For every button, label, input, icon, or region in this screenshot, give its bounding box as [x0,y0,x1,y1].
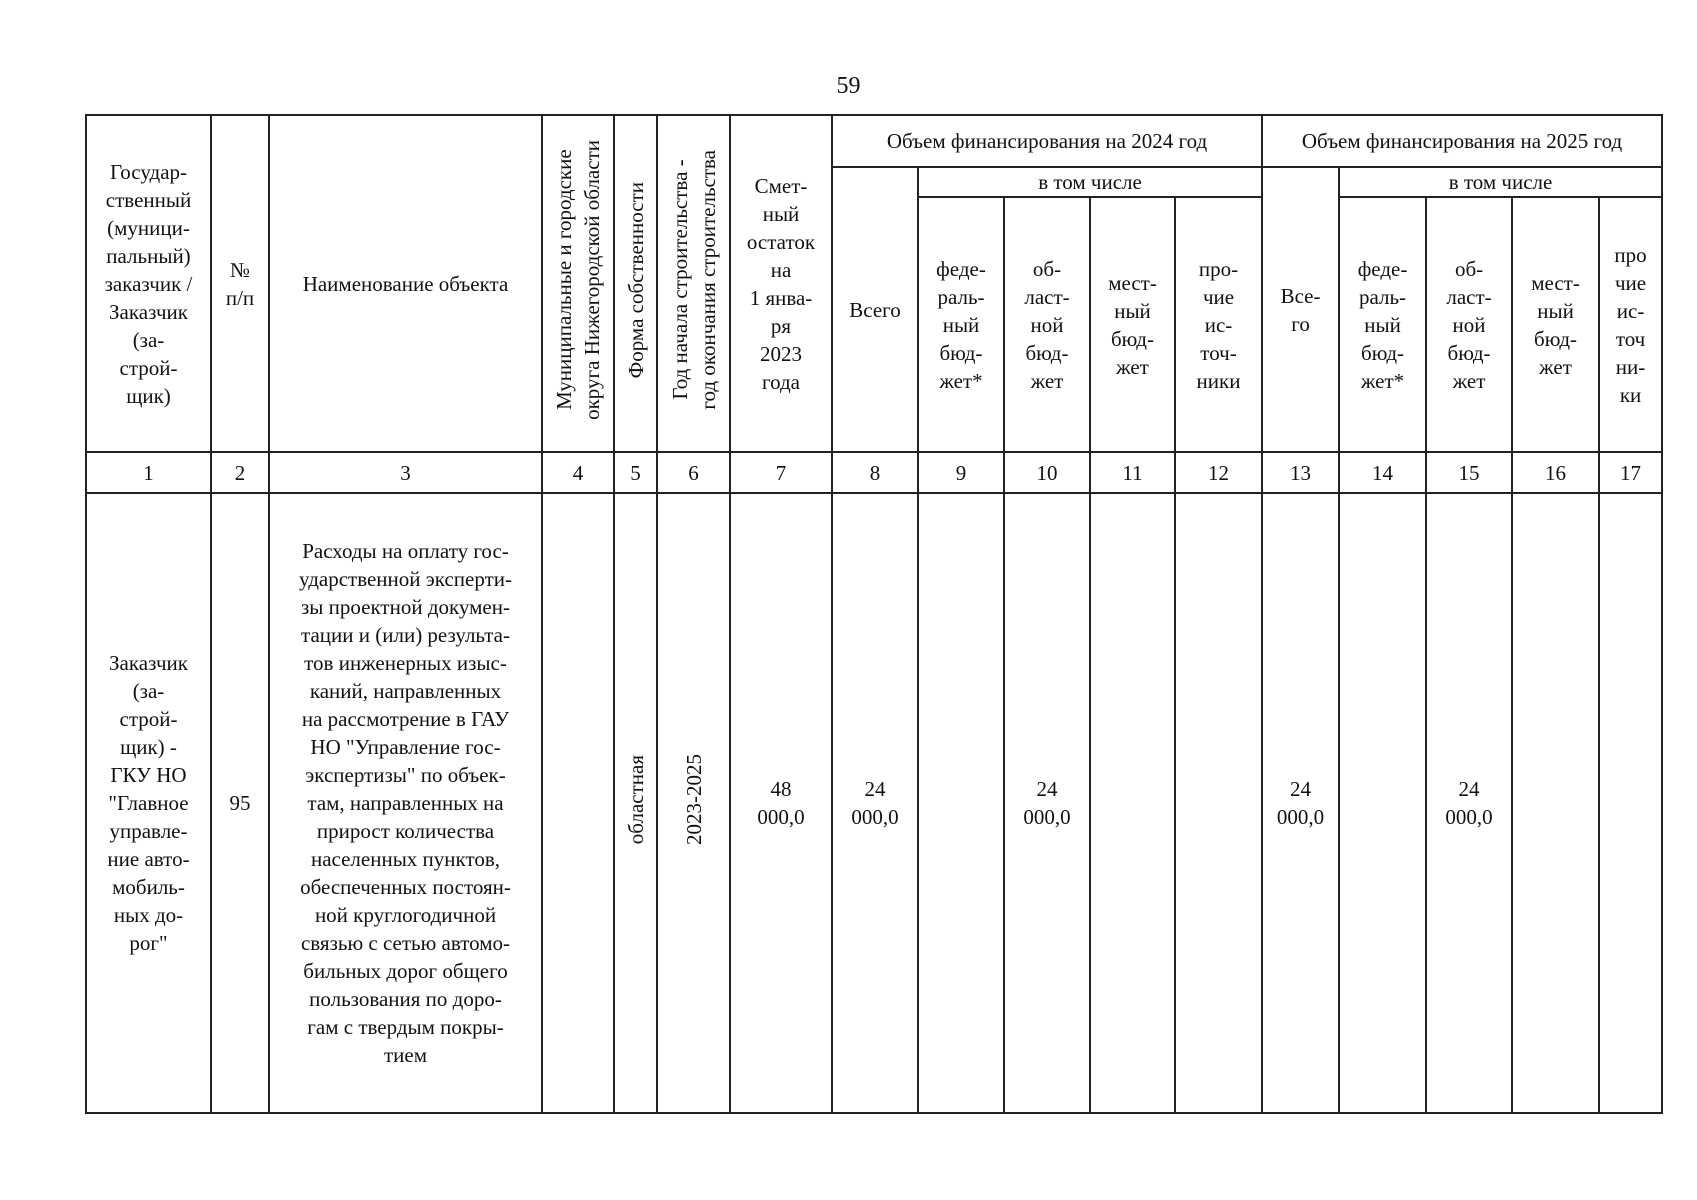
column-number: 11 [1090,452,1175,493]
cell-years-text: 2023-2025 [681,754,706,845]
column-number: 3 [269,452,542,493]
cell-local-2024 [1090,493,1175,1113]
column-number: 9 [918,452,1004,493]
header-municipality-text: Муниципальные и городские округа Нижегородской области [552,140,604,420]
column-number: 17 [1599,452,1662,493]
header-ownership [614,115,657,452]
financing-table [85,114,1663,1114]
cell-total-2025: 24 000,0 [1262,493,1339,1113]
cell-ownership [614,493,657,1113]
header-customer: Государ- ственный (муници- пальный) заказчик / Заказчик (за- строй- щик) [86,115,211,452]
header-total-2025: Все- го [1262,167,1339,452]
cell-ownership-text: областная [623,754,648,845]
header-regional-2024: об- ласт- ной бюд- жет [1004,197,1090,452]
header-years [657,115,730,452]
column-number: 2 [211,452,269,493]
cell-years [657,493,730,1113]
cell-federal-2025 [1339,493,1426,1113]
cell-other-2025 [1599,493,1662,1113]
header-regional-2025: об- ласт- ной бюд- жет [1426,197,1512,452]
cell-local-2025 [1512,493,1599,1113]
column-number: 10 [1004,452,1090,493]
column-number: 16 [1512,452,1599,493]
header-number: № п/п [211,115,269,452]
column-number: 1 [86,452,211,493]
column-number: 7 [730,452,832,493]
table-row [86,493,1662,1113]
page-number: 59 [836,73,861,99]
column-number: 13 [1262,452,1339,493]
column-number: 5 [614,452,657,493]
header-total-2024: Всего [832,167,918,452]
cell-regional-2025: 24 000,0 [1426,493,1512,1113]
cell-customer: Заказчик (за- строй- щик) - ГКУ НО "Главное управле- ние авто- мобиль- ных до- рог" [86,493,211,1113]
column-number: 12 [1175,452,1262,493]
header-object-name: Наименование объекта [269,115,542,452]
cell-regional-2024: 24 000,0 [1004,493,1090,1113]
header-local-2025: мест- ный бюд- жет [1512,197,1599,452]
column-number: 8 [832,452,918,493]
column-number: 14 [1339,452,1426,493]
cell-total-2024: 24 000,0 [832,493,918,1113]
header-local-2024: мест- ный бюд- жет [1090,197,1175,452]
header-years-text: Год начала строительства - год окончания строительства [667,150,720,410]
header-including-2025: в том числе [1339,167,1662,197]
cell-federal-2024 [918,493,1004,1113]
header-financing-2024: Объем финансирования на 2024 год [832,115,1262,167]
header-other-2024: про- чие ис- точ- ники [1175,197,1262,452]
header-other-2025: про чие ис- точ ни- ки [1599,197,1662,452]
column-number: 6 [657,452,730,493]
cell-object-name: Расходы на оплату гос- ударственной эксперти- зы проектной докумен- тации и (или) результа- тов инженерных изыс- каний, направленных на рассмотрение в ГАУ НО "Управление гос- экспертизы" по объек- там, направленных на прирост количества населенных пунктов, обеспеченных постоян- ной круглогодичной связью с сетью автомо- бильных дорог общего пользования по доро- гам с твердым покры- тием [269,493,542,1113]
header-financing-2025: Объем финансирования на 2025 год [1262,115,1662,167]
column-number-row [86,452,1662,493]
header-balance: Смет- ный остаток на 1 янва- ря 2023 года [730,115,832,452]
cell-municipality [542,493,614,1113]
header-ownership-text: Форма собственности [623,181,648,379]
column-number: 15 [1426,452,1512,493]
cell-balance: 48 000,0 [730,493,832,1113]
cell-number: 95 [211,493,269,1113]
header-including-2024: в том числе [918,167,1262,197]
header-municipality [542,115,614,452]
cell-other-2024 [1175,493,1262,1113]
column-number: 4 [542,452,614,493]
header-federal-2024: феде- раль- ный бюд- жет* [918,197,1004,452]
header-federal-2025: феде- раль- ный бюд- жет* [1339,197,1426,452]
